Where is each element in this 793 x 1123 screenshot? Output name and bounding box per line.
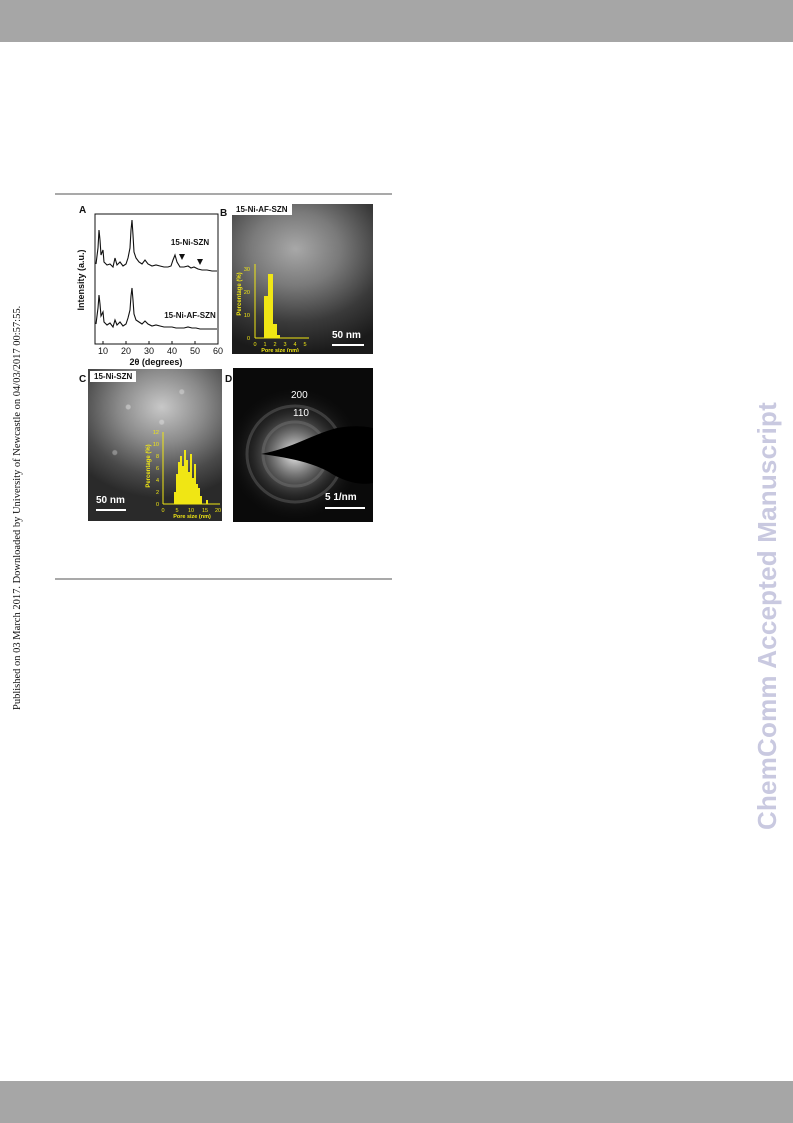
panel-c-y-tick-0: 0 bbox=[155, 502, 159, 508]
panel-b-y-tick-10: 10 bbox=[243, 313, 250, 319]
panel-b-x-tick-3: 3 bbox=[283, 342, 287, 348]
panel-c-scale-label: 50 nm bbox=[96, 495, 125, 506]
xrd-tick-40: 40 bbox=[166, 346, 178, 356]
panel-b-y-tick-0: 0 bbox=[246, 336, 250, 342]
xrd-trace-bottom bbox=[96, 288, 217, 329]
xrd-tick-60: 60 bbox=[212, 346, 224, 356]
panel-c-y-tick-2: 2 bbox=[155, 490, 159, 496]
panel-b-scale-bar bbox=[332, 344, 364, 346]
panel-b-bar bbox=[264, 296, 268, 338]
panel-c-x-tick-5: 5 bbox=[175, 508, 179, 514]
xrd-tick-50: 50 bbox=[189, 346, 201, 356]
panel-b-x-tick-4: 4 bbox=[293, 342, 297, 348]
xrd-peak-marker-2 bbox=[197, 259, 203, 265]
panel-a-letter: A bbox=[79, 205, 87, 216]
panel-c-inset-y-label: Percentage (%) bbox=[146, 444, 152, 488]
publication-side-note: Published on 03 March 2017. Downloaded by University of Newcastle on 04/03/2017 00:57:55. bbox=[12, 305, 23, 710]
panel-b-x-tick-5: 5 bbox=[303, 342, 307, 348]
panel-b-tem-image bbox=[232, 204, 373, 354]
panel-c-scale-bar bbox=[96, 509, 126, 511]
panel-c-sample-label: 15-Ni-SZN bbox=[90, 371, 136, 382]
accepted-manuscript-watermark: ChemComm Accepted Manuscript bbox=[752, 402, 782, 830]
panel-b-inset-x-label: Pore size (nm) bbox=[261, 348, 299, 352]
panel-b-x-tick-1: 1 bbox=[263, 342, 267, 348]
panel-c-x-tick-10: 10 bbox=[187, 508, 195, 514]
panel-b-x-tick-2: 2 bbox=[273, 342, 277, 348]
panel-b-y-tick-30: 30 bbox=[243, 267, 250, 273]
panel-c-y-tick-4: 4 bbox=[155, 478, 159, 484]
panel-c-y-tick-12: 12 bbox=[152, 430, 159, 436]
panel-c-tem-image bbox=[88, 369, 222, 521]
panel-b-bar bbox=[268, 274, 273, 338]
panel-b-letter: B bbox=[220, 208, 228, 219]
xrd-trace-top-label: 15-Ni-SZN bbox=[170, 238, 210, 247]
panel-b-x-tick-0: 0 bbox=[253, 342, 257, 348]
panel-d-scale-label: 5 1/nm bbox=[325, 492, 357, 503]
xrd-y-axis-label: Intensity (a.u.) bbox=[76, 249, 86, 311]
panel-b-y-tick-20: 20 bbox=[243, 290, 250, 296]
panel-c-letter: C bbox=[79, 374, 87, 385]
panel-d-saed-image bbox=[233, 368, 373, 522]
xrd-tick-30: 30 bbox=[143, 346, 155, 356]
xrd-tick-20: 20 bbox=[120, 346, 132, 356]
panel-d-letter: D bbox=[225, 374, 233, 385]
panel-b-inset-y-label: Percentage (%) bbox=[237, 272, 243, 316]
panel-b-sample-label: 15-Ni-AF-SZN bbox=[232, 204, 292, 215]
panel-b-scale-label: 50 nm bbox=[332, 330, 361, 341]
panel-c-x-tick-15: 15 bbox=[201, 508, 209, 514]
panel-d-ring-200-label: 200 bbox=[291, 390, 308, 401]
panel-c-y-tick-8: 8 bbox=[155, 454, 159, 460]
page-header-bar bbox=[0, 0, 793, 42]
panel-c-inset-x-label: Pore size (nm) bbox=[173, 514, 211, 519]
page-footer-bar bbox=[0, 1081, 793, 1123]
panel-b-bar bbox=[277, 335, 280, 338]
panel-c-x-tick-20: 20 bbox=[214, 508, 222, 514]
panel-b-bar bbox=[273, 324, 277, 338]
figure-bottom-rule bbox=[55, 578, 392, 580]
figure-top-rule bbox=[55, 193, 392, 195]
xrd-peak-marker-1 bbox=[179, 254, 185, 260]
xrd-tick-10: 10 bbox=[97, 346, 109, 356]
panel-b-pore-histogram bbox=[234, 256, 312, 352]
xrd-x-axis-label: 2θ (degrees) bbox=[129, 357, 183, 367]
panel-c-y-tick-10: 10 bbox=[152, 442, 159, 448]
panel-c-pore-histogram bbox=[144, 426, 222, 519]
panel-c-x-tick-0: 0 bbox=[161, 508, 165, 514]
panel-c-y-tick-6: 6 bbox=[155, 466, 159, 472]
panel-a-xrd-chart bbox=[70, 200, 230, 370]
xrd-trace-bottom-label: 15-Ni-AF-SZN bbox=[164, 311, 216, 320]
panel-d-ring-110-label: 110 bbox=[293, 408, 309, 419]
panel-d-scale-bar bbox=[325, 507, 365, 509]
figure bbox=[70, 200, 380, 525]
panel-c-bars bbox=[174, 450, 208, 504]
